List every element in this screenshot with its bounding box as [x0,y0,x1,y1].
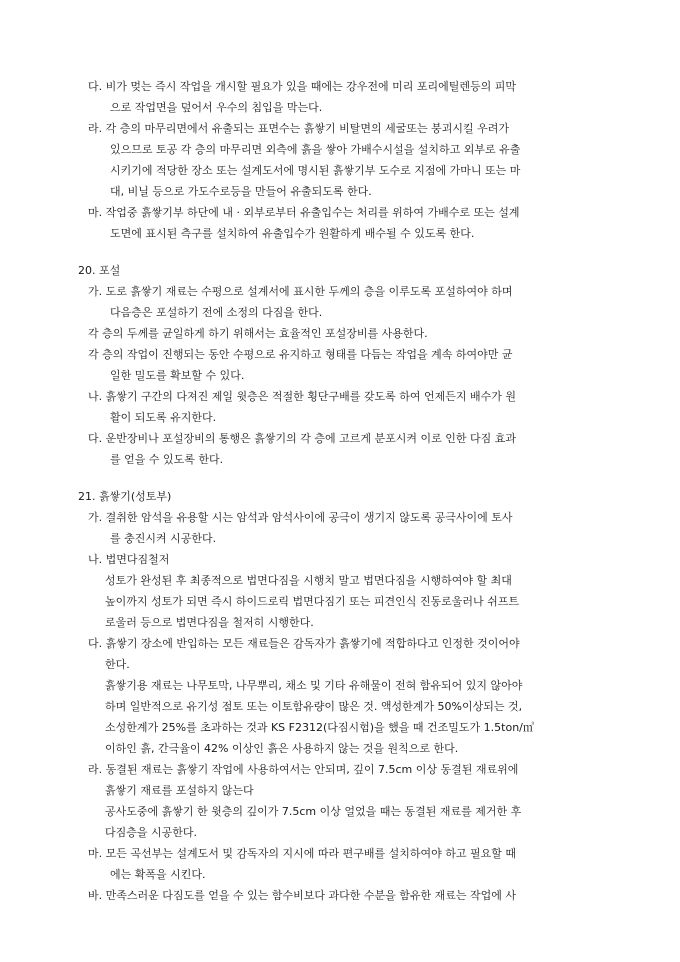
text-line: 활이 되도록 유지한다. [110,411,217,424]
text-line: 다음층은 포설하기 전에 소정의 다짐을 한다. [110,306,323,319]
text-line: 라. 각 층의 마무리면에서 유출되는 표면수는 흙쌓기 비탈면의 세굴또는 붕괴시킬 우려가 [88,122,509,135]
section-heading: 21. 흙쌓기(성토부) [78,490,172,503]
text-line: 다. 비가 멎는 즉시 작업을 개시할 필요가 있을 때에는 강우전에 미리 포리에틸렌등의 피막 [88,80,516,93]
text-line: 나. 흙쌓기 구간의 다져진 제일 윗층은 적절한 횡단구배를 갖도록 하여 언제든지 배수가 원 [88,390,516,403]
text-line: 다. 흙쌓기 장소에 반입하는 모든 재료들은 감독자가 흙쌓기에 적합하다고 인정한 것이어야 [88,637,520,650]
text-line: 흙쌓기 재료를 포설하지 않는다 [105,784,254,797]
text-line: 가. 결취한 암석을 유용할 시는 암석과 암석사이에 공극이 생기지 않도록 공극사이에 토사 [88,511,513,524]
text-line: 를 충진시켜 시공한다. [110,532,217,545]
text-line: 공사도중에 흙쌓기 한 윗층의 깊이가 7.5cm 이상 얼었을 때는 동결된 재료를 제거한 후 [105,805,522,818]
text-line: 있으므로 토공 각 층의 마무리면 외측에 흙을 쌓아 가배수시설을 설치하고 외부로 유출 [110,143,521,156]
text-line: 대, 비닐 등으로 가도수로등을 만들어 유출되도록 한다. [110,185,372,198]
text-line: 마. 모든 곡선부는 설계도서 및 감독자의 지시에 따라 편구배를 설치하여야 하고 필요할 때 [88,847,516,860]
text-line: 라. 동결된 재료는 흙쌓기 작업에 사용하여서는 안되며, 깊이 7.5cm 이상 동결된 재료위에 [88,763,519,776]
text-line: 한다. [105,658,130,671]
text-line: 가. 도로 흙쌓기 재료는 수평으로 설계서에 표시한 두께의 층을 이루도록 포설하여야 하며 [88,285,513,298]
section-heading: 20. 포설 [78,264,121,277]
text-line: 도면에 표시된 측구를 설치하여 유출입수가 원활하게 배수될 수 있도록 한다. [110,227,475,240]
text-line: 하며 일반적으로 유기성 점토 또는 이토함유량이 많은 것. 액성한계가 50%이상되는 것, [105,700,523,713]
text-line: 마. 작업중 흙쌓기부 하단에 내 · 외부로부터 유출입수는 처리를 위하여 가배수로 또는 설계 [88,206,520,219]
text-line: 높이까지 성토가 되면 즉시 하이드로릭 법면다짐기 또는 피견인식 진동로울러나 쉬프트 [105,595,520,608]
text-line: 이하인 흙, 간극율이 42% 이상인 흙은 사용하지 않는 것을 원칙으로 한다. [105,742,459,755]
text-line: 바. 만족스러운 다짐도를 얻을 수 있는 함수비보다 과다한 수분을 함유한 재료는 작업에 사 [88,889,516,902]
text-line: 일한 밀도를 확보할 수 있다. [110,369,245,382]
text-line: 흙쌓기용 재료는 나무토막, 나무뿌리, 채소 및 기타 유해물이 전혀 함유되어 있지 않아야 [105,679,523,692]
text-line: 각 층의 작업이 진행되는 동안 수평으로 유지하고 형태를 다듬는 작업을 계속 하여야만 균 [88,348,513,361]
text-line: 시키기에 적당한 장소 또는 설계도서에 명시된 흙쌓기부 도수로 지점에 가마니 또는 마 [110,164,521,177]
text-line: 성토가 완성된 후 최종적으로 법면다짐을 시행치 말고 법면다짐을 시행하여야 할 최대 [105,574,512,587]
text-line: 다짐층을 시공한다. [105,826,198,839]
text-line: 으로 작업면을 덮어서 우수의 침입을 막는다. [110,101,323,114]
text-line: 소성한계가 25%를 초과하는 것과 KS F2312(다짐시험)을 했을 때 건조밀도가 1.5ton/㎥ [105,721,534,734]
text-line: 각 층의 두께를 균일하게 하기 위해서는 효율적인 포설장비를 사용한다. [88,327,428,340]
text-line: 로울러 등으로 법면다짐을 철저히 시행한다. [105,616,314,629]
text-line: 나. 법면다짐철저 [88,553,170,566]
text-line: 다. 운반장비나 포설장비의 통행은 흙쌓기의 각 층에 고르게 분포시켜 이로 인한 다짐 효과 [88,432,516,445]
text-line: 를 얻을 수 있도록 한다. [110,453,224,466]
text-line: 에는 확폭을 시킨다. [110,868,206,881]
